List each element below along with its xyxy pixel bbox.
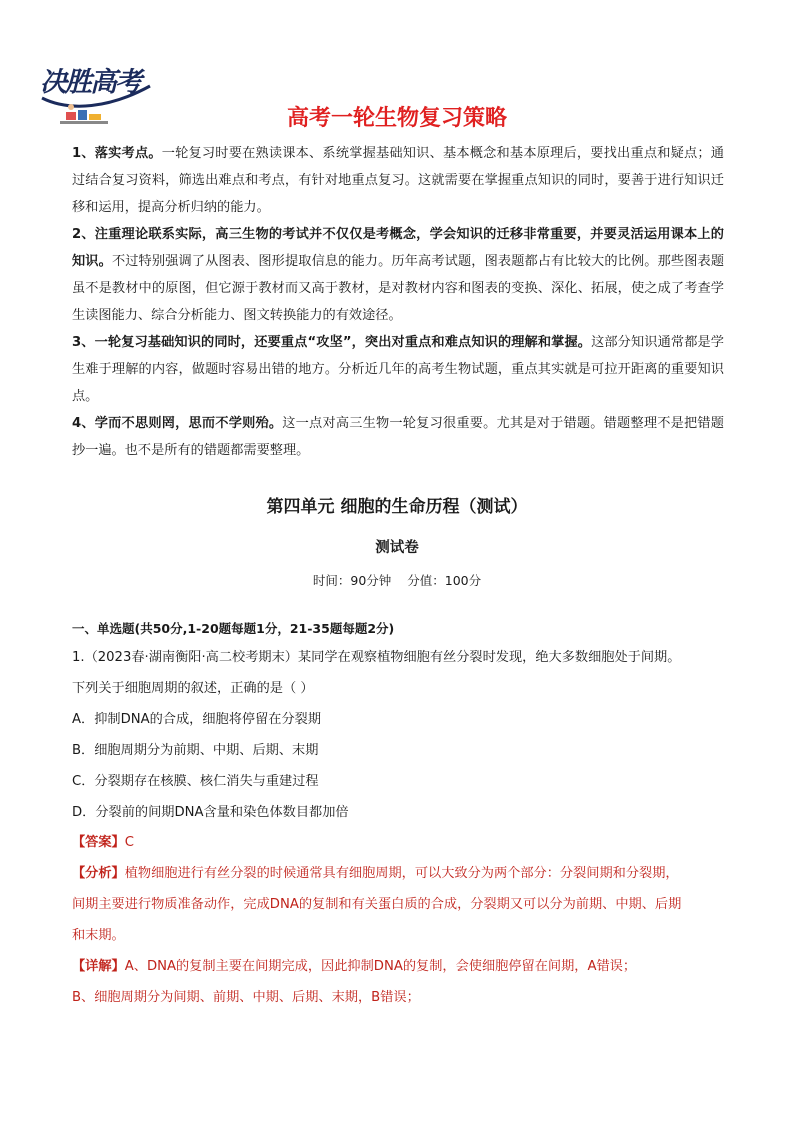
strategy-item-3-heading: 3、一轮复习基础知识的同时，还要重点“攻坚”，突出对重点和难点知识的理解和掌握。 xyxy=(72,335,592,350)
detail-line-1 xyxy=(72,951,724,982)
strategy-item-2-body: 不过特别强调了从图表、图形提取信息的能力。历年高考试题，图表题都占有比较大的比例。那些图表题虽不是教材中的原图，但它源于教材而又高于教材，是对教材内容和图表的变换、深化、拓展，使之成了考查学生读图能力、综合分析能力、图文转换能力的有效途径。 xyxy=(72,254,725,323)
section-heading: 一、单选题(共50分,1-20题每题1分，21-35题每题2分) xyxy=(72,621,395,636)
answer-block xyxy=(72,827,724,1013)
strategy-item-1-body: 一轮复习时要在熟读课本、系统掌握基础知识、基本概念和基本原理后，要找出重点和疑点；通过结合复习资料，筛选出难点和考点，有针对地重点复习。这就需要在掌握重点知识的同时，要善于进行知识迁移和运用，提高分析归纳的能力。 xyxy=(72,146,724,215)
exam-time: 时间：90分钟 xyxy=(312,573,392,588)
answer-label: 【答案】 xyxy=(72,835,125,850)
option-b: B．细胞周期分为前期、中期、后期、末期 xyxy=(72,743,319,758)
question-stem-line-1: 1.（2023春·湖南衡阳·高二校考期末）某同学在观察植物细胞有丝分裂时发现，绝大多数细胞处于间期。 xyxy=(72,650,681,665)
analysis-line-1 xyxy=(72,858,724,889)
answer-value: C xyxy=(124,835,134,850)
analysis-label: 【分析】 xyxy=(72,866,125,881)
strategy-intro xyxy=(72,140,724,464)
strategy-item-1 xyxy=(72,140,724,221)
strategy-item-4-body: 这一点对高三生物一轮复习很重要。尤其是对于错题。错题整理不是把错题抄一遍。也不是所有的错题都需要整理。 xyxy=(72,416,724,458)
page-title: 高考一轮生物复习策略 xyxy=(286,106,507,131)
detail-line-2: B、细胞周期分为间期、前期、中期、后期、末期，B错误； xyxy=(72,990,420,1005)
analysis-text-1: 植物细胞进行有丝分裂的时候通常具有细胞周期，可以大致分为两个部分：分裂间期和分裂期， xyxy=(124,866,679,881)
unit-title: 第四单元 细胞的生命历程（测试） xyxy=(266,497,528,517)
question-stem-line-2: 下列关于细胞周期的叙述，正确的是（ ） xyxy=(72,681,314,696)
detail-text-1: A、DNA的复制主要在间期完成，因此抑制DNA的复制，会使细胞停留在间期，A错误； xyxy=(124,959,637,974)
option-c: C．分裂期存在核膜、核仁消失与重建过程 xyxy=(72,774,319,789)
exam-meta xyxy=(0,571,794,589)
strategy-item-2 xyxy=(72,221,724,329)
option-d: D．分裂前的间期DNA含量和染色体数目都加倍 xyxy=(72,805,349,820)
analysis-line-3: 和末期。 xyxy=(72,928,125,943)
exam-score: 分值：100分 xyxy=(407,573,482,588)
strategy-item-4 xyxy=(72,410,724,464)
logo-text: 决胜高考 xyxy=(40,67,140,98)
answer-line xyxy=(72,827,724,858)
strategy-item-3 xyxy=(72,329,724,410)
strategy-item-4-heading: 4、学而不思则罔，思而不学则殆。 xyxy=(72,416,283,431)
exam-subtitle: 测试卷 xyxy=(375,539,419,556)
question-1 xyxy=(72,642,724,828)
detail-label: 【详解】 xyxy=(72,959,125,974)
strategy-item-1-heading: 1、落实考点。 xyxy=(72,146,162,161)
strategy-item-2-heading: 2、注重理论联系实际，高三生物的考试并不仅仅是考概念，学会知识的迁移非常重要，并要灵活运用课本上的知识。 xyxy=(72,227,724,269)
strategy-item-3-body: 这部分知识通常都是学生难于理解的内容，做题时容易出错的地方。分析近几年的高考生物试题，重点其实就是可拉开距离的重要知识点。 xyxy=(72,335,724,404)
option-a: A．抑制DNA的合成，细胞将停留在分裂期 xyxy=(72,712,322,727)
analysis-line-2: 间期主要进行物质准备动作，完成DNA的复制和有关蛋白质的合成，分裂期又可以分为前期、中期、后期 xyxy=(72,897,682,912)
